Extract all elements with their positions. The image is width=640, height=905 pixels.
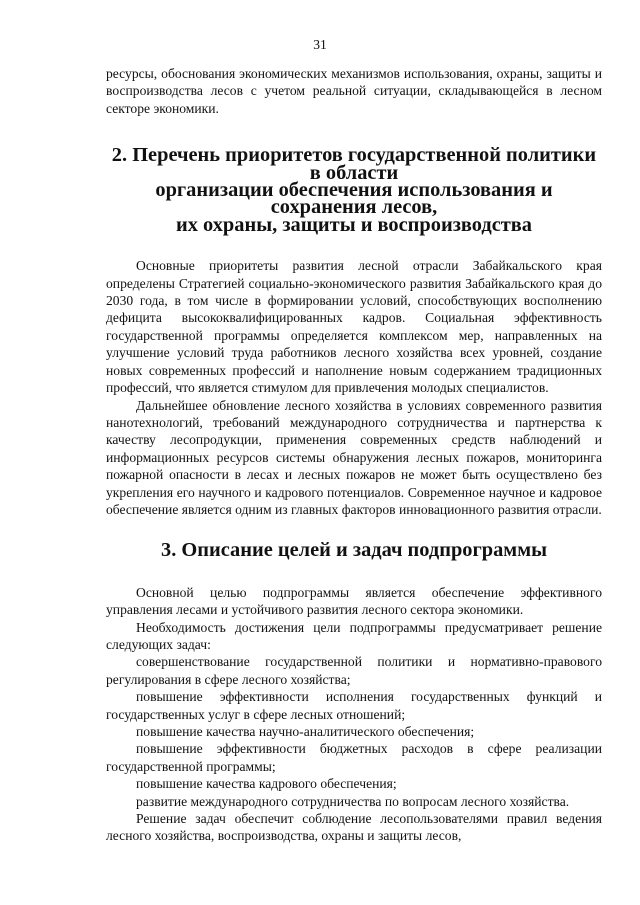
section-2-heading-line: организации обеспечения использования и сохранения лесов, (155, 179, 553, 219)
list-item: развитие международного сотрудничества по вопросам лесного хозяйства. (136, 793, 570, 809)
list-item: повышение эффективности бюджетных расходов в сфере реализации государственной программы; (106, 741, 602, 774)
tasks-list (106, 653, 602, 810)
section-2-paragraph: Дальнейшее обновление лесного хозяйства в условиях современного развития нанотехнологий, требований международного сотрудничества и партнерства к качеству лесопродукции, применения современных средств наблюдений и информационных ресурсов системы обнаружения лесных пожаров, мониторинга пожарной опасности в лесах и лесных пожаров не может быть осуществлено без укрепления его научного и кадрового потенциалов. Современное научное и кадровое обеспечение является одним из главных факторов инновационного развития отрасли. (106, 397, 602, 517)
list-item: повышение качества научно-аналитического обеспечения; (136, 724, 475, 739)
section-2-heading-line: 2. Перечень приоритетов государственной политики в области (111, 144, 597, 184)
section-2-heading (106, 144, 602, 236)
closing-paragraph: Решение задач обеспечит соблюдение лесопользователями правил ведения лесного хозяйства, воспроизводства, охраны и защиты лесов, (106, 811, 602, 844)
section-2-paragraph: Основные приоритеты развития лесной отрасли Забайкальского края определены Стратегией социально-экономического развития Забайкальского края до 2030 года, в том числе в формировании условий, способствующих восполнению дефицита высококвалифицированных кадров. Социальная эффективность государственной программы определяется комплексом мер, направленных на улучшение условий труда работников лесного хозяйства всех уровней, создание новых современных профессий и наполнение новым содержанием традиционных профессий, что является стимулом для привлечения молодых специалистов. (106, 258, 602, 396)
page-content (106, 65, 602, 845)
section-2-heading-line: их охраны, защиты и воспроизводства (176, 213, 532, 236)
list-item: совершенствование государственной политики и нормативно-правового регулирования в сфере лесного хозяйства; (106, 654, 602, 687)
section-3-heading: 3. Описание целей и задач подпрограммы (161, 539, 547, 562)
intro-paragraph: ресурсы, обоснования экономических механизмов использования, охраны, защиты и воспроизводства лесов с учетом реальной ситуации, складывающейся в лесном секторе экономики. (106, 66, 602, 116)
goal-paragraph: Основной целью подпрограммы является обеспечение эффективного управления лесами и устойчивого развития лесного сектора экономики. (106, 584, 602, 618)
list-item: повышение эффективности исполнения государственных функций и государственных услуг в сфере лесных отношений; (106, 689, 602, 722)
list-item: повышение качества кадрового обеспечения; (136, 776, 397, 792)
page-number: 31 (313, 37, 327, 52)
tasks-intro-paragraph: Необходимость достижения цели подпрограммы предусматривает решение следующих задач: (106, 619, 602, 652)
